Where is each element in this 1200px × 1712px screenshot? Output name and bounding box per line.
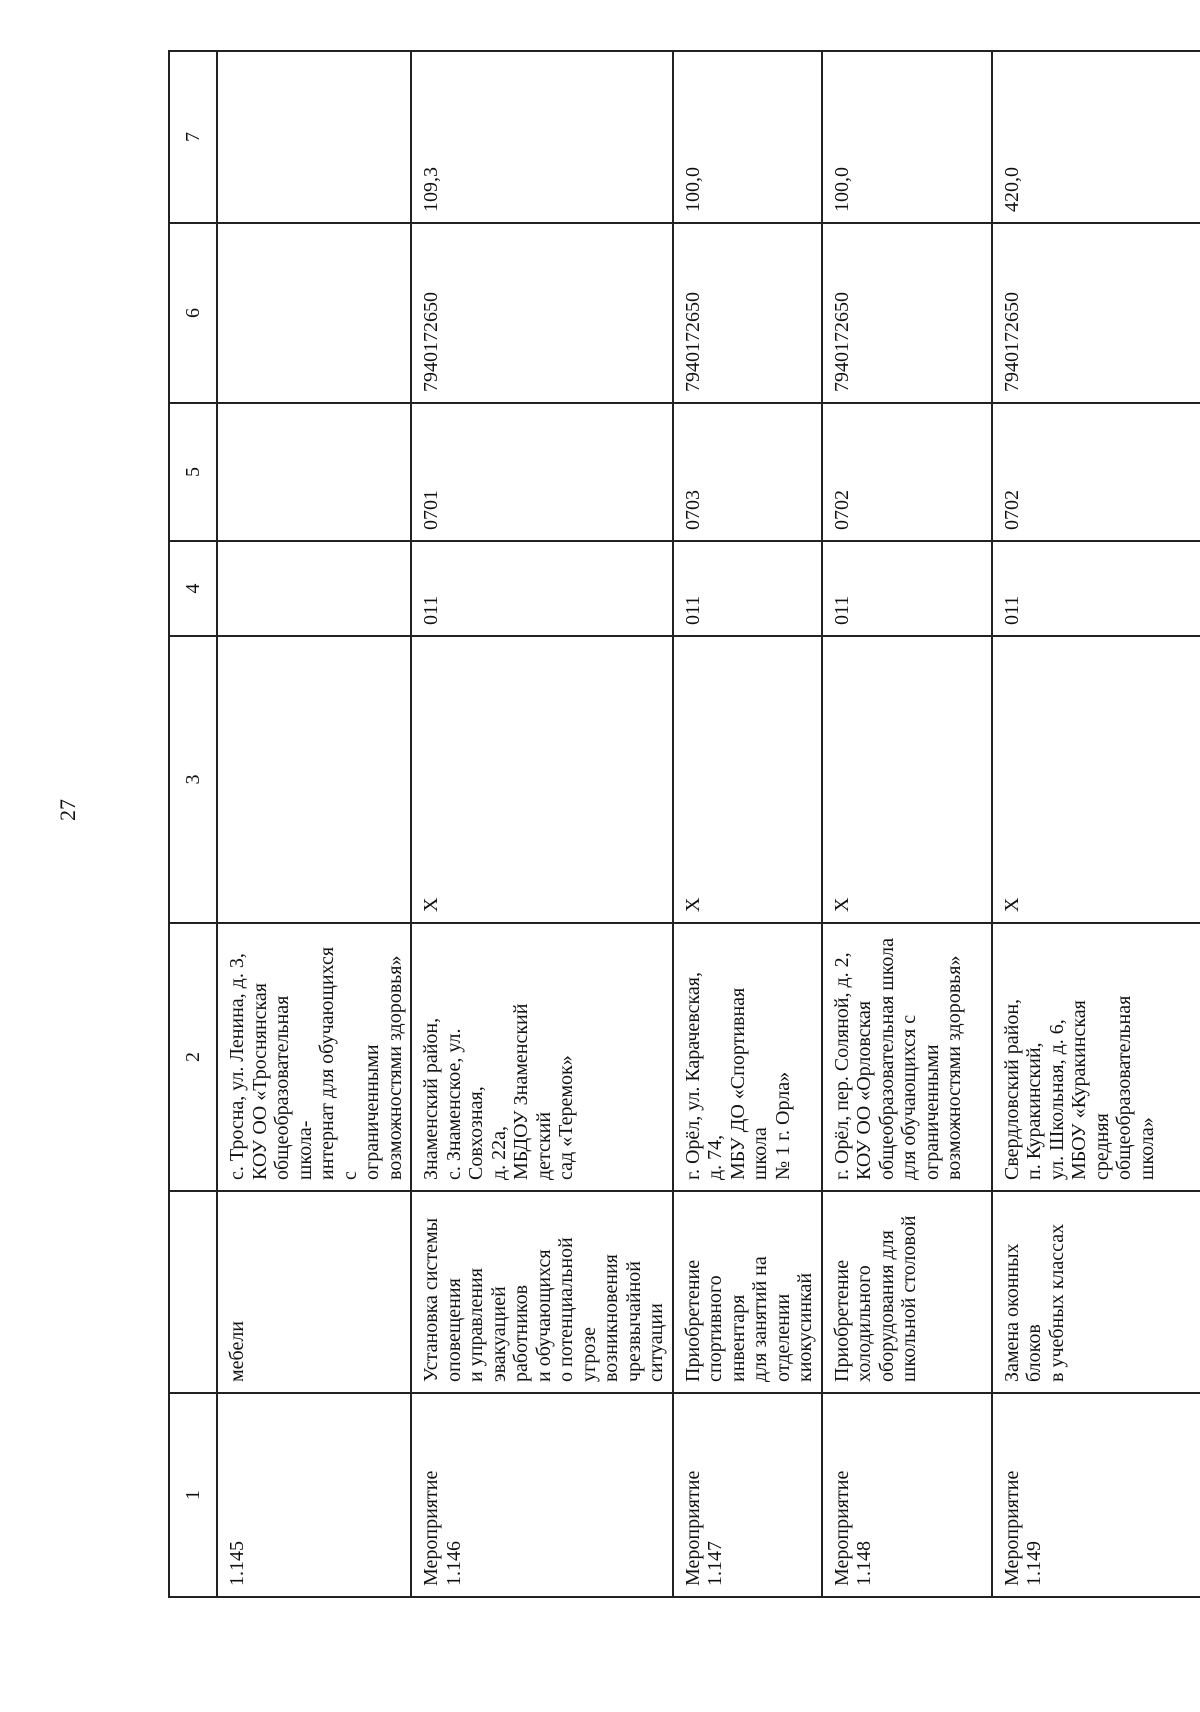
row-col7-cell: 100,0 xyxy=(673,51,822,223)
header-cell-name xyxy=(169,1191,217,1393)
header-row xyxy=(169,51,217,1597)
row-col3-cell: Х xyxy=(822,636,992,923)
row-col7-cell: 420,0 xyxy=(992,51,1200,223)
row-col4-cell: 011 xyxy=(411,541,673,636)
row-col4-cell: 011 xyxy=(673,541,822,636)
row-id-cell: Мероприятие 1.149 xyxy=(992,1393,1200,1597)
row-col3-cell: Х xyxy=(992,636,1200,923)
row-col3-cell xyxy=(217,636,411,923)
row-col5-cell: 0703 xyxy=(673,403,822,541)
header-cell-col1: 1 xyxy=(169,1393,217,1597)
table-row xyxy=(411,51,673,1597)
row-name-cell: Приобретение холодильного оборудования для школьной столовой xyxy=(822,1191,992,1393)
row-col5-cell: 0701 xyxy=(411,403,673,541)
row-address-cell: с. Тросна, ул. Ленина, д. 3, КОУ ОО «Троснянская общеобразовательная школа- интернат для обучающихся с ограниченными возможностями здоровья» xyxy=(217,923,411,1191)
row-name-cell: Замена оконных блоков в учебных классах xyxy=(992,1191,1200,1393)
row-id-cell: 1.145 xyxy=(217,1393,411,1597)
row-col4-cell: 011 xyxy=(822,541,992,636)
header-cell-col4: 4 xyxy=(169,541,217,636)
row-col3-cell: Х xyxy=(673,636,822,923)
row-col4-cell xyxy=(217,541,411,636)
row-col5-cell xyxy=(217,403,411,541)
header-cell-col6: 6 xyxy=(169,223,217,403)
table-row xyxy=(992,51,1200,1597)
row-col3-cell: Х xyxy=(411,636,673,923)
row-col7-cell: 100,0 xyxy=(822,51,992,223)
row-col7-cell: 109,3 xyxy=(411,51,673,223)
row-address-cell: Свердловский район, п. Куракинский, ул. Школьная, д. 6, МБОУ «Куракинская средняя общеобразовательная школа» xyxy=(992,923,1200,1191)
row-id-cell: Мероприятие 1.147 xyxy=(673,1393,822,1597)
table-row xyxy=(673,51,822,1597)
row-col7-cell xyxy=(217,51,411,223)
row-address-cell: г. Орёл, ул. Карачевская, д. 74, МБУ ДО «Спортивная школа № 1 г. Орла» xyxy=(673,923,822,1191)
row-col6-cell: 7940172650 xyxy=(992,223,1200,403)
header-cell-col5: 5 xyxy=(169,403,217,541)
row-col5-cell: 0702 xyxy=(822,403,992,541)
header-cell-col3: 3 xyxy=(169,636,217,923)
row-col4-cell: 011 xyxy=(992,541,1200,636)
table-row xyxy=(217,51,411,1597)
row-address-cell: г. Орёл, пер. Соляной, д. 2, КОУ ОО «Орловская общеобразовательная школа для обучающихся с ограниченными возможностями здоровья» xyxy=(822,923,992,1191)
row-col6-cell: 7940172650 xyxy=(673,223,822,403)
row-id-cell: Мероприятие 1.146 xyxy=(411,1393,673,1597)
page-number: 27 xyxy=(55,799,80,821)
row-col6-cell xyxy=(217,223,411,403)
row-col6-cell: 7940172650 xyxy=(822,223,992,403)
row-name-cell: Приобретение спортивного инвентаря для занятий на отделении киокусинкай xyxy=(673,1191,822,1393)
row-col6-cell: 7940172650 xyxy=(411,223,673,403)
row-id-cell: Мероприятие 1.148 xyxy=(822,1393,992,1597)
row-name-cell: мебели xyxy=(217,1191,411,1393)
budget-table xyxy=(168,50,1200,1598)
header-cell-col2: 2 xyxy=(169,923,217,1191)
row-name-cell: Установка системы оповещения и управления эвакуацией работников и обучающихся о потенциальной угрозе возникновения чрезвычайной ситуации xyxy=(411,1191,673,1393)
row-col5-cell: 0702 xyxy=(992,403,1200,541)
header-cell-col7: 7 xyxy=(169,51,217,223)
rotated-table-container xyxy=(168,52,1158,1598)
row-address-cell: Знаменский район, с. Знаменское, ул. Совхозная, д. 22а, МБДОУ Знаменский детский сад «Теремок» xyxy=(411,923,673,1191)
table-row xyxy=(822,51,992,1597)
